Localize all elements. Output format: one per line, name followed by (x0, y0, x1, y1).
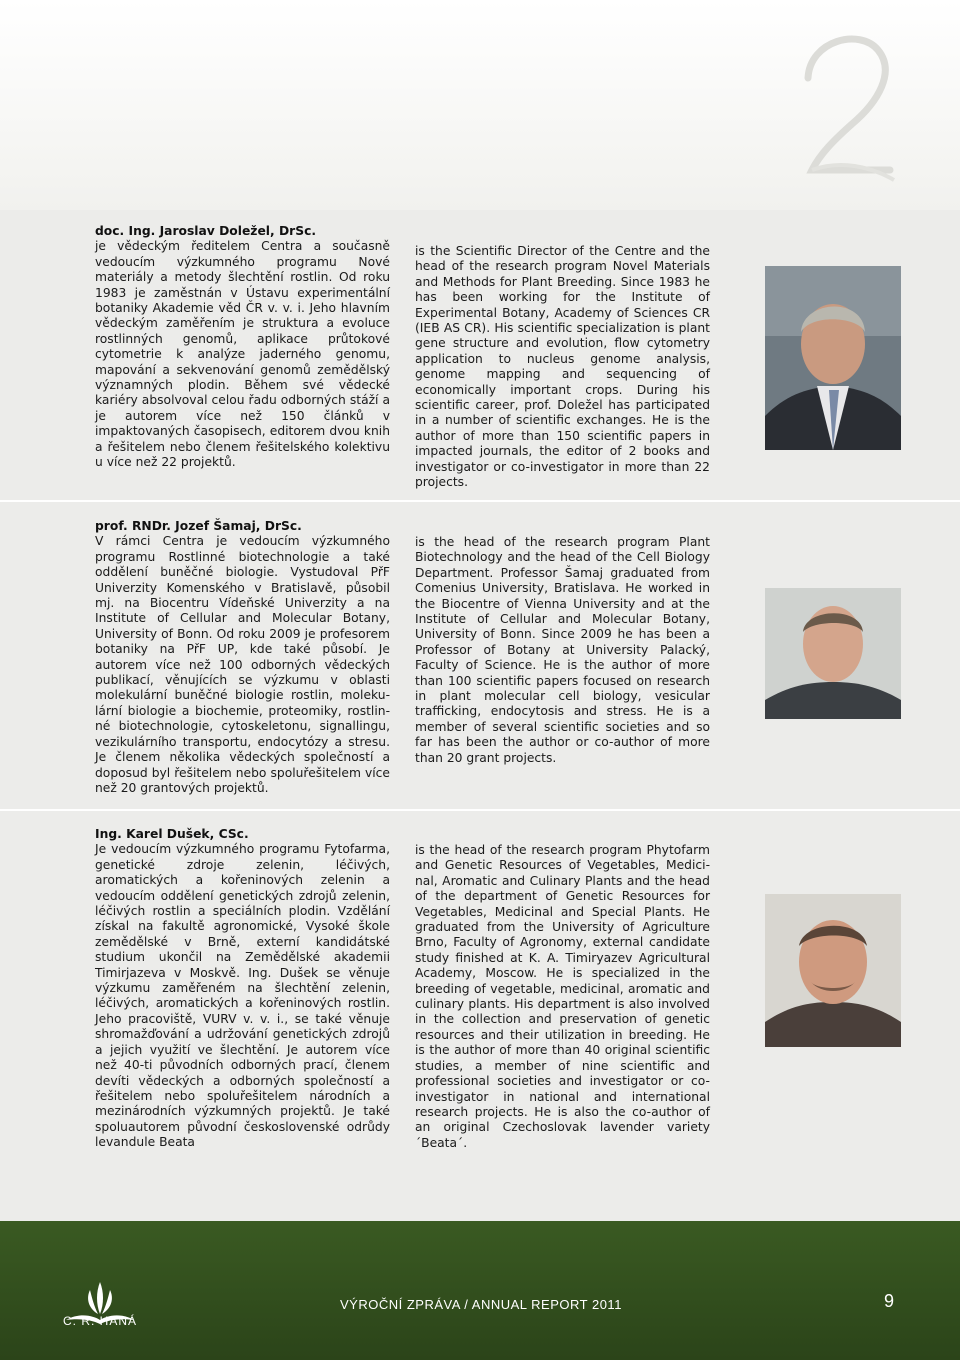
person-name: doc. Ing. Jaroslav Doležel, DrSc. (95, 224, 317, 238)
portrait-image (765, 588, 901, 719)
profile-3-en (415, 843, 710, 1151)
portrait-image (765, 894, 901, 1047)
profile-2-en (415, 535, 710, 766)
portrait-photo (765, 894, 901, 1047)
bio-en: is the Scientific Director of the Centre and the head of the research program Novel Materials and Methods for Plant Breeding. Since 1983 he has been working for the Institute of Experimental Botany, Academy of Sciences CR (IEB AS CR). His scientific specialization is plant gene structure and evolution, flow cytometry application to nucleus genome analysis, genome mapping and sequencing of economically important crops. During his scientific career, prof. Doležel has participated in a number of scientific exchanges. He is the author of more than 150 scientific papers in impacted journals, the editor of 2 books and investigator or co-investigator in more than 22 projects. (415, 244, 710, 490)
profile-1-cz (95, 224, 390, 471)
bio-cz: V rámci Centra je vedoucím výzkumného programu Rostlinné biotechnologie a také oddělení buněčné biologie. Vystudoval PřF Univerzity Komenského v Bratislavě, působil mj. na Biocentru Vídeňské Univerzity a na Institute of Cellular and Molecular Botany, University of Bonn. Od roku 2009 je profesorem botaniky na PřF UP, kde také působí. Je autorem více než 100 odborných vědeckých publikací, věnujících se výzkumu v oblasti molekulární buněčné biologie rostlin, molekulární biologie a biochemie, proteomiky, rostlinné biotechnologie, cytoskeletonu, signallingu, vezikulárního transportu, endocytózy a stresu. Je členem několika vědeckých společností a doposud byl řešitelem nebo spoluřešitelem více než 20 grantových projektů. (95, 534, 390, 795)
profile-panel-1 (0, 210, 960, 500)
header-band (0, 0, 960, 210)
person-name: Ing. Karel Dušek, CSc. (95, 827, 249, 841)
portrait-photo (765, 588, 901, 719)
portrait-image (765, 266, 901, 450)
chapter-numeral-graphic (790, 20, 910, 190)
page-number: 9 (884, 1291, 895, 1311)
profile-panel-3 (0, 811, 960, 1221)
profile-panel-2 (0, 502, 960, 809)
profile-1-en (415, 244, 710, 491)
bio-cz: Je vedoucím výzkumného programu Fytofarma, genetické zdroje zelenin, léčivých, aromatických a kořeninových zelenin a vedoucím oddělení genetických zdrojů zelenin, léčivých rostlin a speciálních plodin. Vzdělání získal na fakultě agronomické, Vysoké škole zemědělské v Brně, externí kandidátské studium ukončil na Zemědělské akademii Timirjazeva v Moskvě. Ing. Dušek se věnuje výzkumu zaměřeném na šlechtění zelenin, léčivých, aromatických a kořeninových rostlin. Jeho pracoviště, VURV v. v. i., se také věnuje shromažďování a udržování genetických zdrojů a jejich využití ve šlechtění. Je autorem více než 40-ti původních odborných prací, členem devíti vědeckých a odborných společností a řešitelem nebo spoluřešitelem národních a mezinárodních výzkumných projektů. Je také spoluautorem původní československé odrůdy levandule Beata (95, 842, 390, 1150)
bio-en: is the head of the research program Plant Biotechnology and the head of the Cell Biology Department. Professor Šamaj graduated from Comenius University, Bratislava. He worked in the Biocentre of Vienna University and at the Institute of Cellular and Molecular Botany, University of Bonn. Since 2009 he has been a Professor of Botany at University Palacký, Faculty of Science. He is the author of more than 100 scientific papers focused on research in plant molecular cell biology, vesicular trafficking, endocytosis and stress. He is a member of several scientific societies and so far has been the author or co-author of more than 20 grant projects. (415, 535, 710, 765)
report-title: VÝROČNÍ ZPRÁVA / ANNUAL REPORT 2011 (340, 1297, 622, 1312)
profile-2-cz (95, 519, 390, 796)
bio-en: is the head of the research program Phytofarm and Genetic Resources of Vegetables, Medicinal, Aromatic and Culinary Plants and the head of the department of Genetic Resources for Vegetables, Medicinal and Special Plants. He graduated from the University of Agriculture Brno, Faculty of Agronomy, external candidate study finished at K. A. Timiryazev Agricultural Academy, Moscow. He is specialized in the breeding of vegetable, medicinal, aromatic and culinary plants. His department is also involved in the collection and preservation of genetic resources and their utilization in breeding. He is the author of more than 40 original scientific studies, a member of nine scientific and professional societies and investigator or co-investigator in national and international research projects. He is also the co-author of an original Czechoslovak lavender variety ´Beata´. (415, 843, 710, 1150)
profile-3-cz (95, 827, 390, 1151)
footer-band (0, 1221, 960, 1360)
bio-cz: je vědeckým ředitelem Centra a současně vedoucím výzkumného programu Nové materiály a metody šlechtění rostlin. Od roku 1983 je zaměstnán v Ústavu experimentální botaniky Akademie věd ČR v. v. i. Jeho hlavním vědeckým zaměřením je struktura a evoluce rostlinných genomů, aplikace průtokové cytometrie k analýze jaderného genomu, mapování a sekvenování genomů zemědělský významných plodin. Během své vědecké kariéry absolvoval celou řadu odborných stáží a je autorem více než 150 článků v impaktovaných časopisech, editorem dvou knih a řešitelem nebo členem řešitelského kolektivu u více než 22 projektů. (95, 239, 390, 470)
person-name: prof. RNDr. Jozef Šamaj, DrSc. (95, 519, 302, 533)
logo-text: C. R. HANÁ (62, 1314, 137, 1328)
portrait-photo (765, 266, 901, 450)
